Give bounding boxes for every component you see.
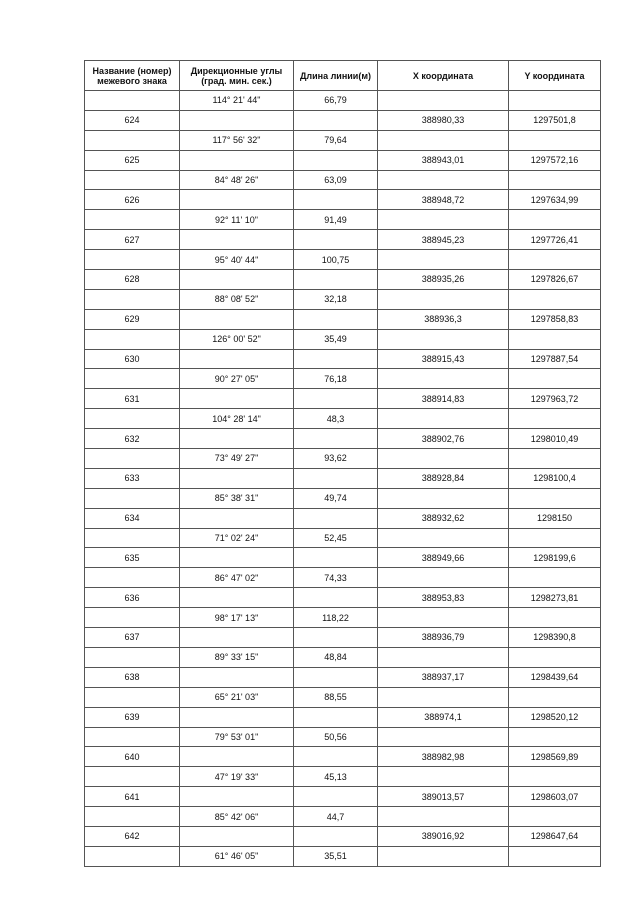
line-length-cell — [294, 389, 378, 409]
mark-name-cell: 634 — [85, 508, 180, 528]
direction-angle-cell: 126° 00' 52" — [180, 329, 294, 349]
x-coordinate-cell: 388974,1 — [378, 707, 509, 727]
x-coordinate-cell — [378, 727, 509, 747]
mark-name-cell: 639 — [85, 707, 180, 727]
mark-name-cell: 625 — [85, 150, 180, 170]
table-body — [85, 91, 601, 867]
x-coordinate-cell: 388945,23 — [378, 230, 509, 250]
table-row — [85, 628, 601, 648]
y-coordinate-cell — [509, 647, 601, 667]
y-coordinate-cell — [509, 130, 601, 150]
line-length-cell: 49,74 — [294, 488, 378, 508]
line-length-cell — [294, 468, 378, 488]
y-coordinate-cell: 1297858,83 — [509, 309, 601, 329]
header-direction-angle: Дирекционные углы (град. мин. сек.) — [180, 61, 294, 91]
mark-name-cell — [85, 608, 180, 628]
y-coordinate-cell: 1298150 — [509, 508, 601, 528]
line-length-cell — [294, 230, 378, 250]
mark-name-cell — [85, 568, 180, 588]
direction-angle-cell: 85° 38' 31" — [180, 488, 294, 508]
header-line-length: Длина линии(м) — [294, 61, 378, 91]
x-coordinate-cell — [378, 91, 509, 111]
y-coordinate-cell: 1297726,41 — [509, 230, 601, 250]
mark-name-cell: 627 — [85, 230, 180, 250]
mark-name-cell: 640 — [85, 747, 180, 767]
y-coordinate-cell — [509, 687, 601, 707]
direction-angle-cell — [180, 787, 294, 807]
table-row — [85, 210, 601, 230]
y-coordinate-cell: 1297572,16 — [509, 150, 601, 170]
direction-angle-cell — [180, 309, 294, 329]
line-length-cell: 79,64 — [294, 130, 378, 150]
table-row — [85, 190, 601, 210]
y-coordinate-cell: 1298010,49 — [509, 429, 601, 449]
x-coordinate-cell: 388953,83 — [378, 588, 509, 608]
line-length-cell — [294, 309, 378, 329]
direction-angle-cell — [180, 349, 294, 369]
table-row — [85, 289, 601, 309]
direction-angle-cell: 47° 19' 33" — [180, 767, 294, 787]
x-coordinate-cell: 388914,83 — [378, 389, 509, 409]
direction-angle-cell: 98° 17' 13" — [180, 608, 294, 628]
line-length-cell — [294, 190, 378, 210]
table-row — [85, 130, 601, 150]
line-length-cell: 63,09 — [294, 170, 378, 190]
line-length-cell: 35,49 — [294, 329, 378, 349]
line-length-cell: 32,18 — [294, 289, 378, 309]
x-coordinate-cell — [378, 568, 509, 588]
line-length-cell — [294, 707, 378, 727]
table-row — [85, 91, 601, 111]
line-length-cell: 50,56 — [294, 727, 378, 747]
x-coordinate-cell — [378, 807, 509, 827]
x-coordinate-cell — [378, 329, 509, 349]
table-row — [85, 568, 601, 588]
table-row — [85, 389, 601, 409]
line-length-cell — [294, 667, 378, 687]
direction-angle-cell: 92° 11' 10" — [180, 210, 294, 230]
x-coordinate-cell — [378, 130, 509, 150]
y-coordinate-cell — [509, 807, 601, 827]
header-mark-name: Название (номер) межевого знака — [85, 61, 180, 91]
mark-name-cell — [85, 170, 180, 190]
mark-name-cell: 628 — [85, 270, 180, 290]
x-coordinate-cell: 388935,26 — [378, 270, 509, 290]
table-row — [85, 846, 601, 866]
table-row — [85, 707, 601, 727]
direction-angle-cell: 90° 27' 05" — [180, 369, 294, 389]
direction-angle-cell — [180, 230, 294, 250]
table-row — [85, 429, 601, 449]
x-coordinate-cell: 389016,92 — [378, 826, 509, 846]
direction-angle-cell: 79° 53' 01" — [180, 727, 294, 747]
direction-angle-cell: 114° 21' 44" — [180, 91, 294, 111]
x-coordinate-cell — [378, 170, 509, 190]
y-coordinate-cell: 1297634,99 — [509, 190, 601, 210]
y-coordinate-cell — [509, 369, 601, 389]
x-coordinate-cell — [378, 250, 509, 270]
mark-name-cell: 631 — [85, 389, 180, 409]
mark-name-cell: 632 — [85, 429, 180, 449]
table-row — [85, 548, 601, 568]
x-coordinate-cell — [378, 687, 509, 707]
mark-name-cell — [85, 767, 180, 787]
direction-angle-cell — [180, 508, 294, 528]
direction-angle-cell: 84° 48' 26" — [180, 170, 294, 190]
x-coordinate-cell: 388936,3 — [378, 309, 509, 329]
x-coordinate-cell: 388980,33 — [378, 110, 509, 130]
boundary-marks-table — [84, 60, 601, 867]
y-coordinate-cell — [509, 608, 601, 628]
direction-angle-cell — [180, 747, 294, 767]
y-coordinate-cell: 1298647,64 — [509, 826, 601, 846]
line-length-cell — [294, 588, 378, 608]
table-row — [85, 349, 601, 369]
y-coordinate-cell: 1298100,4 — [509, 468, 601, 488]
mark-name-cell — [85, 369, 180, 389]
x-coordinate-cell: 388936,79 — [378, 628, 509, 648]
mark-name-cell: 641 — [85, 787, 180, 807]
table-row — [85, 807, 601, 827]
y-coordinate-cell: 1298273,81 — [509, 588, 601, 608]
x-coordinate-cell — [378, 846, 509, 866]
x-coordinate-cell: 389013,57 — [378, 787, 509, 807]
y-coordinate-cell — [509, 409, 601, 429]
y-coordinate-cell: 1298569,89 — [509, 747, 601, 767]
table-row — [85, 608, 601, 628]
y-coordinate-cell: 1297501,8 — [509, 110, 601, 130]
header-y-coordinate: Y координата — [509, 61, 601, 91]
y-coordinate-cell — [509, 488, 601, 508]
direction-angle-cell — [180, 150, 294, 170]
direction-angle-cell — [180, 826, 294, 846]
table-row — [85, 110, 601, 130]
y-coordinate-cell: 1297826,67 — [509, 270, 601, 290]
line-length-cell — [294, 787, 378, 807]
direction-angle-cell — [180, 468, 294, 488]
header-row — [85, 61, 601, 91]
mark-name-cell: 637 — [85, 628, 180, 648]
x-coordinate-cell — [378, 409, 509, 429]
mark-name-cell — [85, 250, 180, 270]
table-row — [85, 309, 601, 329]
y-coordinate-cell: 1298520,12 — [509, 707, 601, 727]
mark-name-cell — [85, 289, 180, 309]
line-length-cell — [294, 826, 378, 846]
mark-name-cell: 636 — [85, 588, 180, 608]
table-row — [85, 747, 601, 767]
mark-name-cell — [85, 449, 180, 469]
table-row — [85, 787, 601, 807]
x-coordinate-cell — [378, 608, 509, 628]
y-coordinate-cell — [509, 250, 601, 270]
table-row — [85, 150, 601, 170]
table-row — [85, 250, 601, 270]
line-length-cell — [294, 270, 378, 290]
mark-name-cell: 629 — [85, 309, 180, 329]
line-length-cell: 76,18 — [294, 369, 378, 389]
y-coordinate-cell — [509, 568, 601, 588]
x-coordinate-cell: 388902,76 — [378, 429, 509, 449]
x-coordinate-cell — [378, 210, 509, 230]
y-coordinate-cell — [509, 170, 601, 190]
table-row — [85, 449, 601, 469]
y-coordinate-cell: 1298439,64 — [509, 667, 601, 687]
line-length-cell: 93,62 — [294, 449, 378, 469]
direction-angle-cell — [180, 628, 294, 648]
direction-angle-cell: 104° 28' 14" — [180, 409, 294, 429]
direction-angle-cell — [180, 389, 294, 409]
mark-name-cell: 624 — [85, 110, 180, 130]
y-coordinate-cell: 1298390,8 — [509, 628, 601, 648]
table-row — [85, 767, 601, 787]
table-row — [85, 488, 601, 508]
header-x-coordinate: X координата — [378, 61, 509, 91]
table-row — [85, 329, 601, 349]
x-coordinate-cell — [378, 528, 509, 548]
table-row — [85, 409, 601, 429]
line-length-cell: 118,22 — [294, 608, 378, 628]
line-length-cell — [294, 747, 378, 767]
y-coordinate-cell — [509, 528, 601, 548]
y-coordinate-cell — [509, 727, 601, 747]
y-coordinate-cell — [509, 449, 601, 469]
x-coordinate-cell — [378, 647, 509, 667]
direction-angle-cell — [180, 429, 294, 449]
mark-name-cell — [85, 528, 180, 548]
mark-name-cell: 633 — [85, 468, 180, 488]
x-coordinate-cell: 388928,84 — [378, 468, 509, 488]
y-coordinate-cell: 1297963,72 — [509, 389, 601, 409]
mark-name-cell — [85, 329, 180, 349]
mark-name-cell — [85, 409, 180, 429]
line-length-cell: 35,51 — [294, 846, 378, 866]
y-coordinate-cell — [509, 846, 601, 866]
mark-name-cell — [85, 647, 180, 667]
mark-name-cell — [85, 807, 180, 827]
direction-angle-cell: 73° 49' 27" — [180, 449, 294, 469]
direction-angle-cell: 95° 40' 44" — [180, 250, 294, 270]
table-row — [85, 230, 601, 250]
mark-name-cell: 626 — [85, 190, 180, 210]
x-coordinate-cell: 388915,43 — [378, 349, 509, 369]
table-row — [85, 667, 601, 687]
mark-name-cell — [85, 91, 180, 111]
line-length-cell: 52,45 — [294, 528, 378, 548]
direction-angle-cell: 71° 02' 24" — [180, 528, 294, 548]
line-length-cell — [294, 508, 378, 528]
table-row — [85, 170, 601, 190]
direction-angle-cell: 86° 47' 02" — [180, 568, 294, 588]
y-coordinate-cell: 1298199,6 — [509, 548, 601, 568]
line-length-cell: 48,84 — [294, 647, 378, 667]
mark-name-cell — [85, 210, 180, 230]
table-row — [85, 270, 601, 290]
x-coordinate-cell — [378, 767, 509, 787]
direction-angle-cell: 61° 46' 05" — [180, 846, 294, 866]
direction-angle-cell: 85° 42' 06" — [180, 807, 294, 827]
x-coordinate-cell — [378, 289, 509, 309]
x-coordinate-cell — [378, 488, 509, 508]
line-length-cell: 74,33 — [294, 568, 378, 588]
x-coordinate-cell: 388949,66 — [378, 548, 509, 568]
line-length-cell: 66,79 — [294, 91, 378, 111]
table-row — [85, 508, 601, 528]
table-row — [85, 369, 601, 389]
direction-angle-cell — [180, 588, 294, 608]
line-length-cell — [294, 429, 378, 449]
direction-angle-cell — [180, 667, 294, 687]
mark-name-cell — [85, 687, 180, 707]
x-coordinate-cell: 388943,01 — [378, 150, 509, 170]
line-length-cell: 100,75 — [294, 250, 378, 270]
direction-angle-cell: 89° 33' 15" — [180, 647, 294, 667]
line-length-cell — [294, 548, 378, 568]
direction-angle-cell: 65° 21' 03" — [180, 687, 294, 707]
mark-name-cell: 638 — [85, 667, 180, 687]
table-row — [85, 826, 601, 846]
x-coordinate-cell — [378, 449, 509, 469]
line-length-cell — [294, 349, 378, 369]
table-row — [85, 588, 601, 608]
line-length-cell: 88,55 — [294, 687, 378, 707]
y-coordinate-cell — [509, 91, 601, 111]
direction-angle-cell — [180, 548, 294, 568]
line-length-cell — [294, 628, 378, 648]
mark-name-cell — [85, 488, 180, 508]
mark-name-cell — [85, 130, 180, 150]
direction-angle-cell: 88° 08' 52" — [180, 289, 294, 309]
y-coordinate-cell — [509, 329, 601, 349]
line-length-cell: 91,49 — [294, 210, 378, 230]
x-coordinate-cell: 388982,98 — [378, 747, 509, 767]
x-coordinate-cell: 388948,72 — [378, 190, 509, 210]
x-coordinate-cell: 388932,62 — [378, 508, 509, 528]
mark-name-cell — [85, 846, 180, 866]
line-length-cell — [294, 150, 378, 170]
table-row — [85, 647, 601, 667]
y-coordinate-cell — [509, 767, 601, 787]
line-length-cell — [294, 110, 378, 130]
mark-name-cell — [85, 727, 180, 747]
mark-name-cell: 635 — [85, 548, 180, 568]
y-coordinate-cell — [509, 210, 601, 230]
line-length-cell: 44,7 — [294, 807, 378, 827]
direction-angle-cell: 117° 56' 32" — [180, 130, 294, 150]
y-coordinate-cell: 1297887,54 — [509, 349, 601, 369]
x-coordinate-cell: 388937,17 — [378, 667, 509, 687]
y-coordinate-cell — [509, 289, 601, 309]
table-row — [85, 687, 601, 707]
line-length-cell: 48,3 — [294, 409, 378, 429]
table-row — [85, 727, 601, 747]
direction-angle-cell — [180, 270, 294, 290]
direction-angle-cell — [180, 707, 294, 727]
table-row — [85, 528, 601, 548]
x-coordinate-cell — [378, 369, 509, 389]
mark-name-cell: 630 — [85, 349, 180, 369]
mark-name-cell: 642 — [85, 826, 180, 846]
direction-angle-cell — [180, 110, 294, 130]
line-length-cell: 45,13 — [294, 767, 378, 787]
y-coordinate-cell: 1298603,07 — [509, 787, 601, 807]
table-row — [85, 468, 601, 488]
direction-angle-cell — [180, 190, 294, 210]
